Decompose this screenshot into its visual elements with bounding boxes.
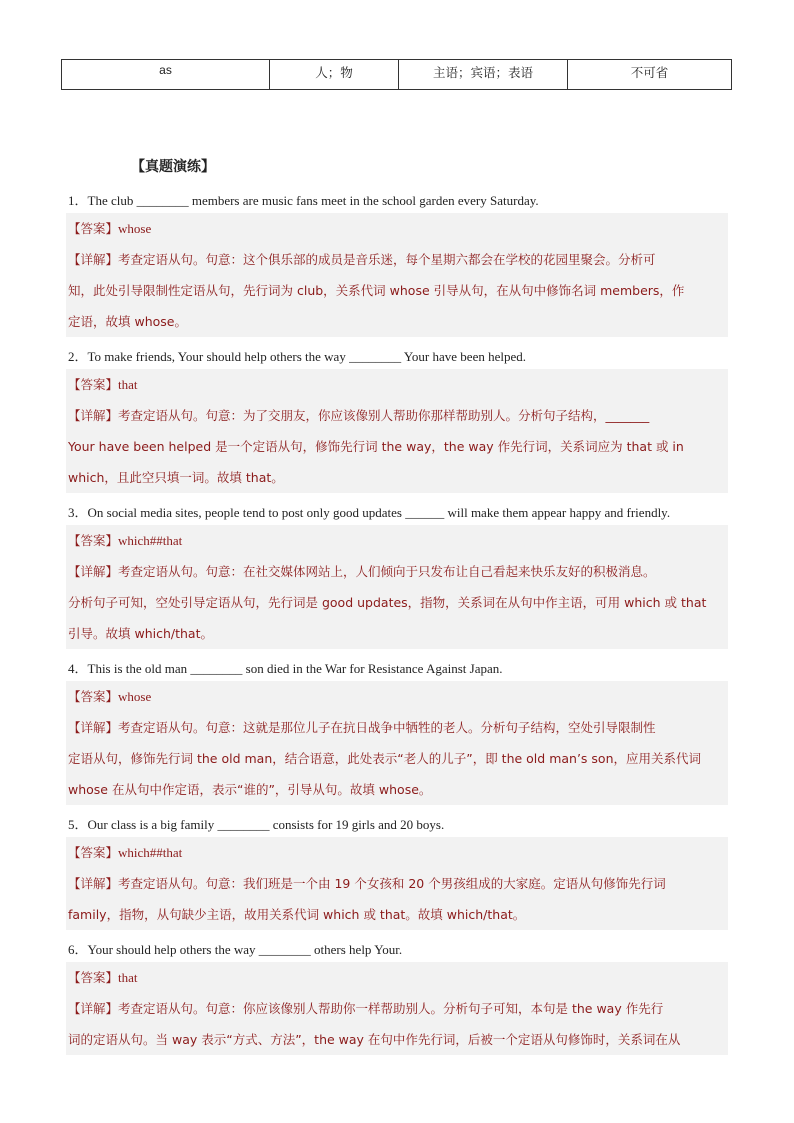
- answer-tag: 【答案】: [68, 689, 119, 704]
- answer-tag: 【答案】: [68, 377, 119, 392]
- table-cell: 主语；宾语；表语: [399, 60, 568, 90]
- answer-tag: 【答案】: [68, 845, 119, 860]
- question-5: 5．Our class is a big family ________ consists for 19 girls and 20 boys.: [68, 817, 445, 832]
- answer-block-4: [66, 681, 728, 805]
- answer-value: that: [118, 377, 138, 392]
- answer-tag: 【答案】: [68, 970, 119, 985]
- question-1: 1．The club ________ members are music fans meet in the school garden every Saturday.: [68, 193, 539, 208]
- answer-value: whose: [118, 689, 152, 704]
- question-3: 3．On social media sites, people tend to post only good updates ______ will make them appear happy and friendly.: [68, 505, 671, 520]
- detail-line: whose 在从句中作定语，表示“谁的”，引导从句。故填 whose。: [68, 782, 432, 797]
- question-6: 6．Your should help others the way ________ others help Your.: [68, 942, 403, 957]
- answer-value: which##that: [118, 845, 183, 860]
- detail-line: 【详解】考查定语从句。句意：你应该像别人帮助你一样帮助别人。分析句子可知，本句是 the way 作先行: [68, 1001, 664, 1016]
- detail-line: which，且此空只填一词。故填 that。: [68, 470, 284, 485]
- answer-block-5: [66, 837, 728, 930]
- section-title: 【真题演练】: [131, 159, 215, 175]
- detail-line: 【详解】考查定语从句。句意：在社交媒体网站上，人们倾向于只发布让自己看起来快乐友好的积极消息。: [68, 564, 656, 579]
- table-cell: 不可省: [568, 60, 732, 90]
- answer-line: [66, 369, 728, 400]
- detail-line: 知，此处引导限制性定语从句，先行词为 club，关系代词 whose 引导从句，在从句中修饰名词 members，作: [68, 283, 685, 298]
- answer-value: that: [118, 970, 138, 985]
- answer-tag: 【答案】: [68, 533, 119, 548]
- answer-line: [66, 837, 728, 868]
- table-cell: 人；物: [270, 60, 399, 90]
- detail-line: 【详解】考查定语从句。句意：这就是那位儿子在抗日战争中牺牲的老人。分析句子结构，空处引导限制性: [68, 720, 656, 735]
- table-row: [62, 60, 732, 90]
- detail-line: 【详解】考查定语从句。句意：我们班是一个由 19 个女孩和 20 个男孩组成的大家庭。定语从句修饰先行词: [68, 876, 666, 891]
- detail-line: 定语从句，修饰先行词 the old man，结合语意，此处表示“老人的儿子”，即 the old man’s son，应用关系代词: [68, 751, 701, 766]
- detail-line: 分析句子可知，空处引导定语从句，先行词是 good updates，指物，关系词在从句中作主语，可用 which 或 that: [68, 595, 707, 610]
- answer-value: which##that: [118, 533, 183, 548]
- answer-line: [66, 213, 728, 244]
- detail-line: 【详解】考查定语从句。句意：这个俱乐部的成员是音乐迷，每个星期六都会在学校的花园里聚会。分析可: [68, 252, 656, 267]
- answer-block-3: [66, 525, 728, 649]
- answer-block-1: [66, 213, 728, 337]
- detail-line: 【详解】考查定语从句。句意：为了交朋友，你应该像别人帮助你那样帮助别人。分析句子结构，_______: [68, 408, 650, 423]
- detail-line: Your have been helped 是一个定语从句，修饰先行词 the way，the way 作先行词，关系词应为 that 或 in: [68, 439, 684, 454]
- answer-tag: 【答案】: [68, 221, 119, 236]
- question-2: 2．To make friends, Your should help others the way ________ Your have been helped.: [68, 349, 526, 364]
- question-4: 4．This is the old man ________ son died in the War for Resistance Against Japan.: [68, 661, 503, 676]
- detail-line: family，指物，从句缺少主语，故用关系代词 which 或 that。故填 which/that。: [68, 907, 526, 922]
- detail-line: 定语，故填 whose。: [68, 314, 187, 329]
- detail-line: 引导。故填 which/that。: [68, 626, 213, 641]
- table-cell: as: [62, 60, 270, 90]
- relative-pronoun-table: [61, 59, 732, 90]
- answer-line: [66, 962, 728, 993]
- detail-line: 词的定语从句。当 way 表示“方式、方法”，the way 在句中作先行词，后被一个定语从句修饰时，关系词在从: [68, 1032, 681, 1047]
- answer-block-2: [66, 369, 728, 493]
- answer-line: [66, 525, 728, 556]
- answer-value: whose: [118, 221, 152, 236]
- answer-block-6: [66, 962, 728, 1055]
- answer-line: [66, 681, 728, 712]
